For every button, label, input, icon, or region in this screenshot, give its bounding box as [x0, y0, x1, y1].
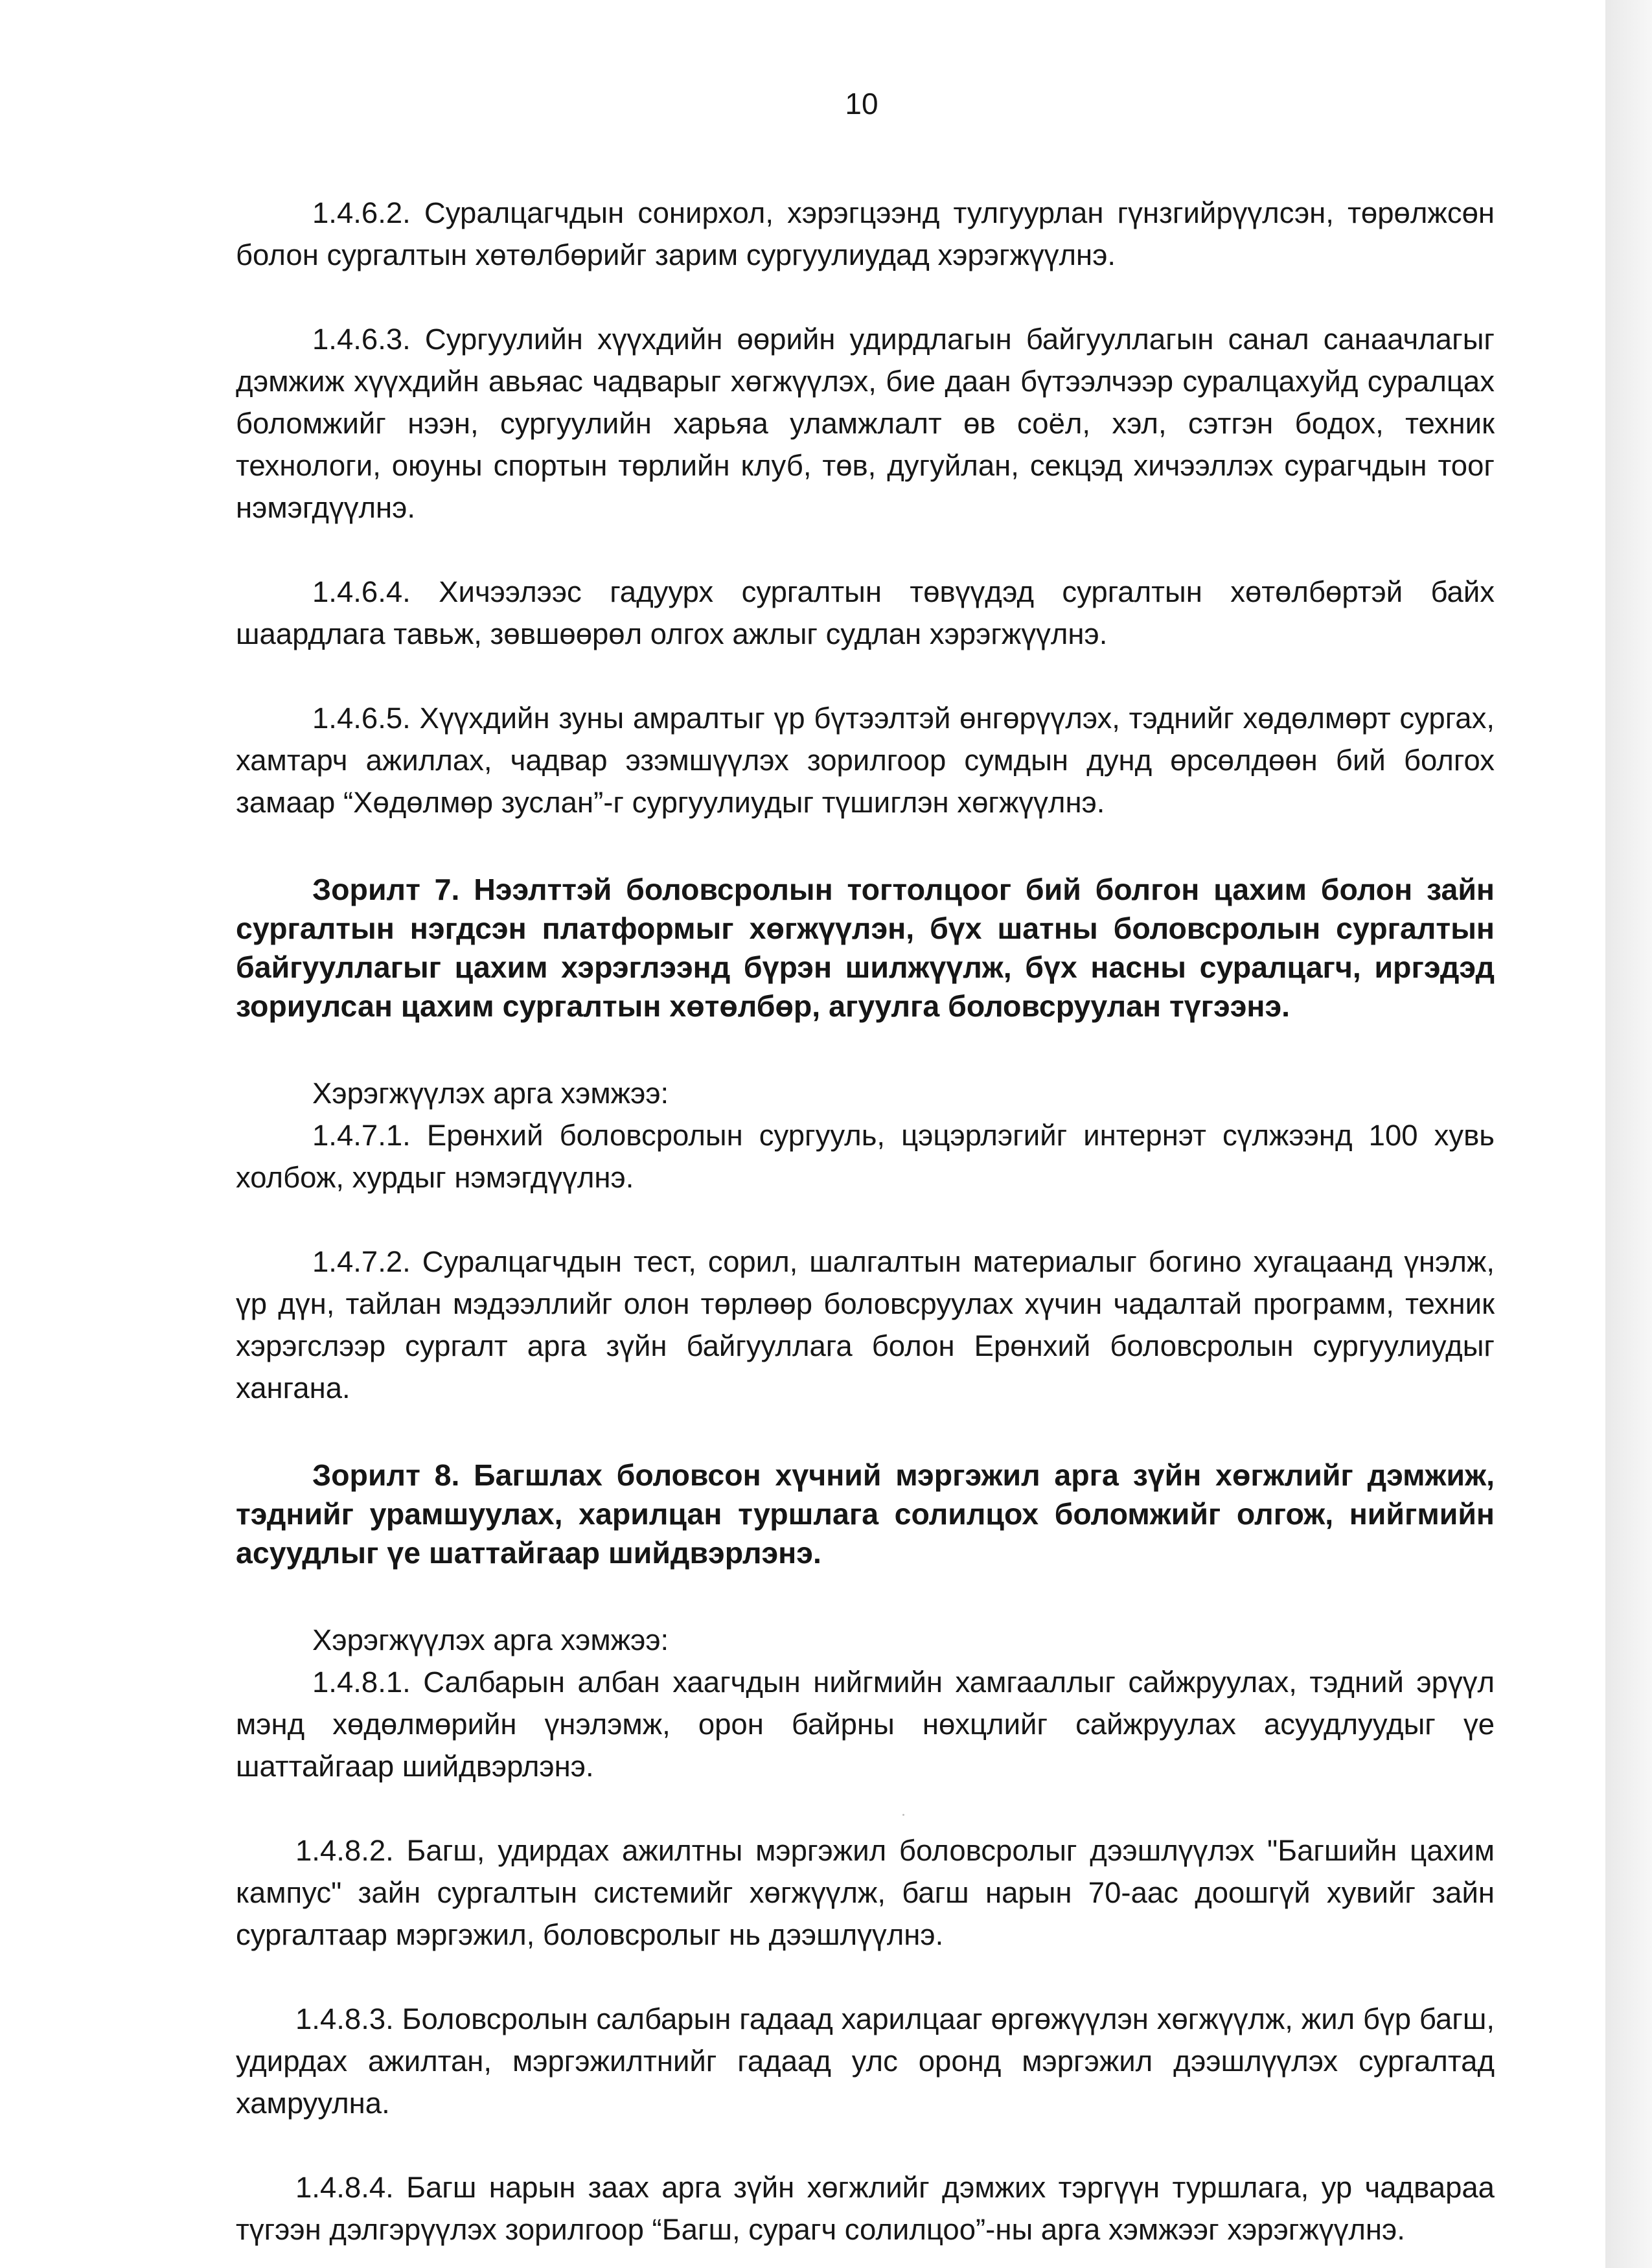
paragraph-1-4-7-2: 1.4.7.2. Суралцагчдын тест, сорил, шалгалтын материалыг богино хугацаанд үнэлж, үр дүн, тайлан мэдээллийг олон төрлөөр боловсруулах хүчин чадалтай программ, техник хэрэгслээр сургалт арга зүйн байгууллага болон Ерөнхий боловсролын сургуулиудыг хангана.	[236, 1245, 1495, 1404]
measures-heading-8: Хэрэгжүүлэх арга хэмжээ:	[312, 1623, 669, 1656]
paragraph-1-4-8-3: 1.4.8.3. Боловсролын салбарын гадаад харилцааг өргөжүүлэн хөгжүүлж, жил бүр багш, удирдах ажилтан, мэргэжилтнийг гадаад улс оронд мэргэжил дээшлүүлэх сургалтад хамруулна.	[236, 2002, 1495, 2120]
paragraph-1-4-8-4: 1.4.8.4. Багш нарын заах арга зүйн хөгжлийг дэмжих тэргүүн туршлага, ур чадвараа түгээн дэлгэрүүлэх зорилгоор “Багш, сурагч солилцоо”-ны арга хэмжээг хэрэгжүүлнэ.	[236, 2171, 1495, 2246]
goal-7-heading: Зорилт 7. Нээлттэй боловсролын тогтолцоог бий болгон цахим болон зайн сургалтын нэгдсэн платформыг хөгжүүлэн, бүх шатны боловсролын сургалтын байгууллагыг цахим хэрэглээнд бүрэн шилжүүлж, бүх насны суралцагч, иргэдэд зориулсан цахим сургалтын хөтөлбөр, агуулга боловсруулан түгээнэ.	[236, 873, 1495, 1023]
page-number: 10	[845, 87, 878, 120]
paragraph-1-4-6-5: 1.4.6.5. Хүүхдийн зуны амралтыг үр бүтээлтэй өнгөрүүлэх, тэднийг хөдөлмөрт сургах, хамтарч ажиллах, чадвар эзэмшүүлэх зорилгоор сумдын дунд өрсөлдөөн бий болгох замаар “Хөдөлмөр зуслан”-г сургуулиудыг түшиглэн хөгжүүлнэ.	[236, 702, 1495, 819]
goal-8-heading: Зорилт 8. Багшлах боловсон хүчний мэргэжил арга зүйн хөгжлийг дэмжиж, тэднийг урамшуулах, харилцан туршлага солилцох боломжийг олгож, нийгмийн асуудлыг үе шаттайгаар шийдвэрлэнэ.	[236, 1458, 1495, 1570]
paragraph-1-4-6-4: 1.4.6.4. Хичээлээс гадуурх сургалтын төвүүдэд сургалтын хөтөлбөртэй байх шаардлага тавьж, зөвшөөрөл олгох ажлыг судлан хэрэгжүүлнэ.	[236, 575, 1495, 650]
paragraph-1-4-6-2: 1.4.6.2. Суралцагчдын сонирхол, хэрэгцээнд тулгуурлан гүнзгийрүүлсэн, төрөлжсөн болон сургалтын хөтөлбөрийг зарим сургуулиудад хэрэгжүүлнэ.	[236, 196, 1495, 271]
paragraph-1-4-8-2: 1.4.8.2. Багш, удирдах ажилтны мэргэжил боловсролыг дээшлүүлэх "Багшийн цахим кампус" зайн сургалтын системийг хөгжүүлж, багш нарын 70-аас доошгүй хувийг зайн сургалтаар мэргэжил, боловсролыг нь дээшлүүлнэ.	[236, 1834, 1495, 1951]
paragraph-1-4-8-1: 1.4.8.1. Салбарын албан хаагчдын нийгмийн хамгааллыг сайжруулах, тэдний эрүүл мэнд хөдөлмөрийн үнэлэмж, орон байрны нөхцлийг сайжруулах асуудлуудыг үе шаттайгаар шийдвэрлэнэ.	[236, 1666, 1495, 1783]
measures-heading-7: Хэрэгжүүлэх арга хэмжээ:	[312, 1077, 669, 1110]
page-edge-shadow	[1605, 0, 1652, 2268]
paragraph-1-4-7-1: 1.4.7.1. Ерөнхий боловсролын сургууль, цэцэрлэгийг интернэт сүлжээнд 100 хувь холбож, хурдыг нэмэгдүүлнэ.	[236, 1119, 1495, 1194]
document-body	[236, 192, 1495, 2251]
paragraph-1-4-6-3: 1.4.6.3. Сургуулийн хүүхдийн өөрийн удирдлагын байгууллагын санал санаачлагыг дэмжиж хүүхдийн авьяас чадварыг хөгжүүлэх, бие даан бүтээлчээр суралцахуйд суралцах боломжийг нээн, сургуулийн харьяа уламжлалт өв соёл, хэл, сэтгэн бодох, техник технологи, оюуны спортын төрлийн клуб, төв, дугуйлан, секцэд хичээллэх сурагчдын тоог нэмэгдүүлнэ.	[236, 323, 1495, 524]
scan-speck	[902, 1814, 904, 1816]
